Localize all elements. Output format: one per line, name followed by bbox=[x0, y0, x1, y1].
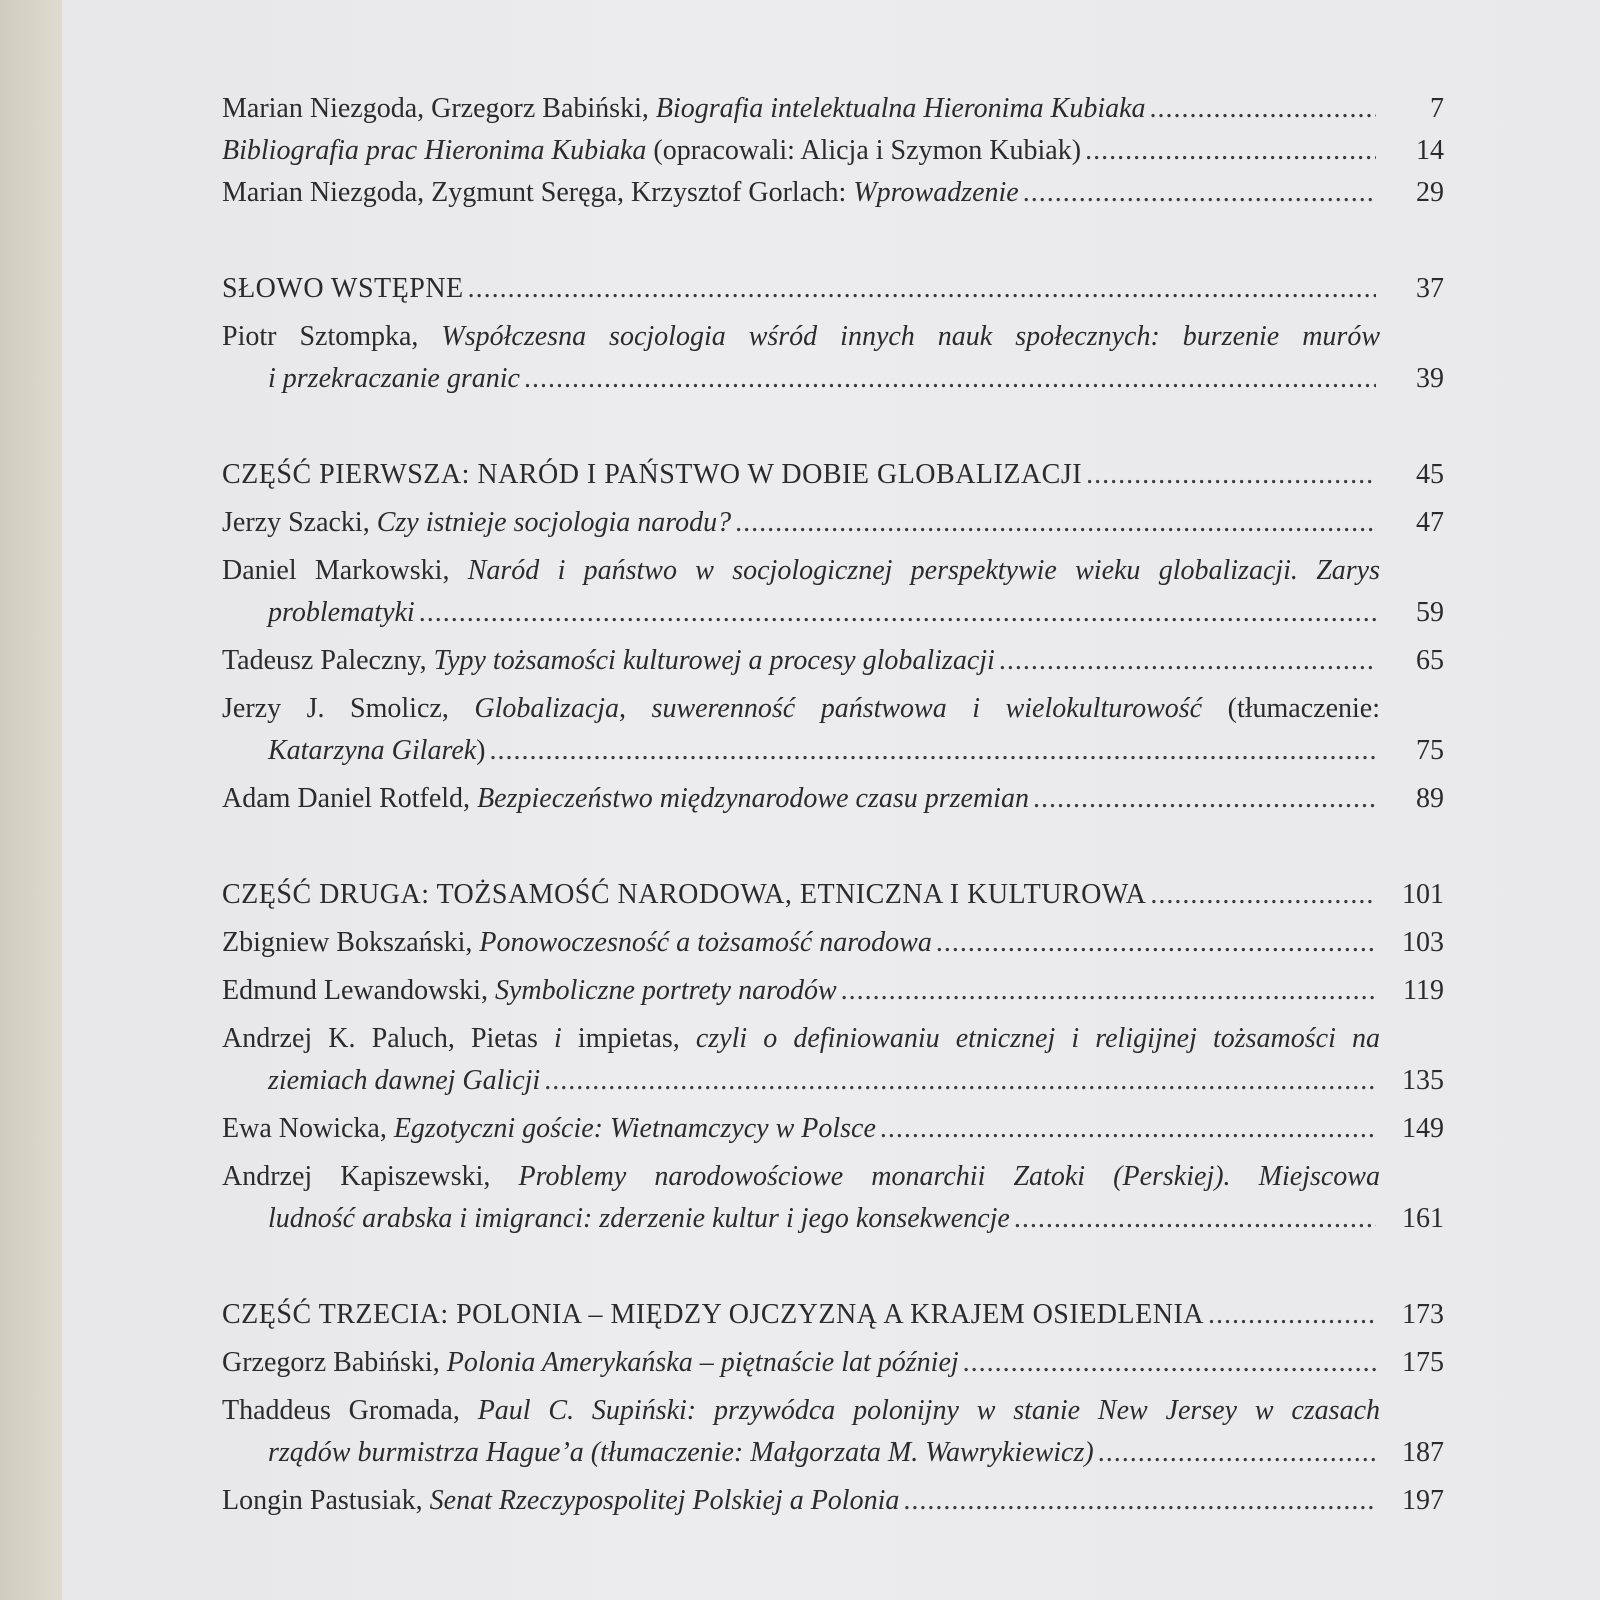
entry-title: Problemy narodowościowe monarchii Zatoki (Perskiej). Miejscowa bbox=[518, 1161, 1380, 1192]
leader-dots bbox=[524, 358, 1376, 400]
toc-entry bbox=[222, 922, 1482, 964]
leader-dots bbox=[735, 502, 1376, 544]
entry-author: Adam Daniel Rotfeld, bbox=[222, 783, 478, 814]
entry-author: Andrzej K. Paluch, Pietas bbox=[222, 1023, 554, 1054]
toc-section-heading bbox=[222, 268, 1482, 310]
section-title: CZĘŚĆ DRUGA: TOŻSAMOŚĆ NARODOWA, ETNICZNA I KULTUROWA bbox=[222, 879, 1147, 910]
toc-section-heading bbox=[222, 454, 1482, 496]
entry-title: Bezpieczeństwo międzynarodowe czasu przemian bbox=[477, 783, 1029, 814]
leader-dots bbox=[963, 1342, 1376, 1384]
leader-dots bbox=[903, 1480, 1376, 1522]
entry-note-close: ) bbox=[476, 735, 486, 766]
entry-author: Piotr Sztompka, bbox=[222, 321, 442, 352]
section-title: CZĘŚĆ PIERWSZA: NARÓD I PAŃSTWO W DOBIE GLOBALIZACJI bbox=[222, 459, 1083, 490]
entry-title-continued: ludność arabska i imigranci: zderzenie kultur i jego konsekwencje bbox=[268, 1203, 1010, 1234]
leader-dots bbox=[490, 730, 1377, 772]
entry-author: Thaddeus Gromada, bbox=[222, 1395, 478, 1426]
page-number: 59 bbox=[1416, 597, 1444, 628]
page-number: 65 bbox=[1416, 645, 1444, 676]
entry-title: Ponowoczesność a tożsamość narodowa bbox=[479, 927, 932, 958]
toc-entry bbox=[222, 688, 1482, 772]
page-number: 119 bbox=[1403, 975, 1444, 1006]
toc-entry bbox=[222, 1390, 1482, 1474]
toc-entry bbox=[222, 1018, 1482, 1102]
leader-dots bbox=[1085, 130, 1376, 172]
entry-title: Globalizacja, suwerenność państwowa i wielokulturowość bbox=[474, 693, 1203, 724]
page-number: 37 bbox=[1416, 273, 1444, 304]
page-number: 161 bbox=[1402, 1203, 1444, 1234]
page-number: 175 bbox=[1402, 1347, 1444, 1378]
entry-title: Wprowadzenie bbox=[853, 177, 1019, 208]
entry-author: Grzegorz Babiński, bbox=[222, 1347, 447, 1378]
leader-dots bbox=[1150, 88, 1376, 130]
page-number: 187 bbox=[1402, 1437, 1444, 1468]
entry-note: impietas, bbox=[561, 1023, 696, 1054]
toc-entry bbox=[222, 1156, 1482, 1240]
toc-entry bbox=[222, 1480, 1482, 1522]
toc-entry bbox=[222, 778, 1482, 820]
entry-author: Jerzy J. Smolicz, bbox=[222, 693, 475, 724]
leader-dots bbox=[1150, 874, 1376, 916]
page-number: 14 bbox=[1416, 135, 1444, 166]
leader-dots bbox=[936, 922, 1376, 964]
entry-title: i bbox=[553, 1023, 562, 1054]
entry-author: Marian Niezgoda, Zygmunt Seręga, Krzysztof Gorlach: bbox=[222, 177, 854, 208]
section-title: CZĘŚĆ TRZECIA: POLONIA – MIĘDZY OJCZYZNĄ A KRAJEM OSIEDLENIA bbox=[222, 1299, 1204, 1330]
leader-dots bbox=[544, 1060, 1376, 1102]
leader-dots bbox=[468, 268, 1376, 310]
entry-note: (opracowali: Alicja i Szymon Kubiak) bbox=[646, 135, 1082, 166]
page-number: 45 bbox=[1416, 459, 1444, 490]
page-number: 39 bbox=[1416, 363, 1444, 394]
entry-author: Zbigniew Bokszański, bbox=[222, 927, 480, 958]
page-number: 103 bbox=[1402, 927, 1444, 958]
toc-entry bbox=[222, 88, 1482, 130]
entry-title: Współczesna socjologia wśród innych nauk społecznych: burzenie murów bbox=[441, 321, 1380, 352]
entry-author: Tadeusz Paleczny, bbox=[222, 645, 434, 676]
page-number: 89 bbox=[1416, 783, 1444, 814]
entry-title: Paul C. Supiński: przywódca polonijny w stanie New Jersey w czasach bbox=[477, 1395, 1380, 1426]
leader-dots bbox=[419, 592, 1376, 634]
entry-author: Ewa Nowicka, bbox=[222, 1113, 394, 1144]
entry-title-continued: i przekraczanie granic bbox=[268, 363, 520, 394]
page-number: 135 bbox=[1402, 1065, 1444, 1096]
entry-author: Jerzy Szacki, bbox=[222, 507, 377, 538]
entry-author: Andrzej Kapiszewski, bbox=[222, 1161, 519, 1192]
entry-author: Daniel Markowski, bbox=[222, 555, 468, 586]
toc-section-heading bbox=[222, 1294, 1482, 1336]
entry-author: Marian Niezgoda, Grzegorz Babiński, bbox=[222, 93, 656, 124]
entry-title-continued: rządów burmistrza Hague’a (tłumaczenie: Małgorzata M. Wawrykiewicz) bbox=[268, 1437, 1094, 1468]
entry-title: Senat Rzeczypospolitej Polskiej a Polonia bbox=[429, 1485, 900, 1516]
leader-dots bbox=[1098, 1432, 1376, 1474]
page-number: 101 bbox=[1402, 879, 1444, 910]
entry-title-continued: problematyki bbox=[268, 597, 415, 628]
page-number: 197 bbox=[1402, 1485, 1444, 1516]
toc-entry bbox=[222, 502, 1482, 544]
leader-dots bbox=[1023, 172, 1376, 214]
toc-entry bbox=[222, 1342, 1482, 1384]
leader-dots bbox=[880, 1108, 1376, 1150]
toc-entry bbox=[222, 316, 1482, 400]
entry-title: czyli o definiowaniu etnicznej i religijnej tożsamości na bbox=[695, 1023, 1380, 1054]
leader-dots bbox=[1208, 1294, 1376, 1336]
leader-dots bbox=[1033, 778, 1376, 820]
entry-title-continued: ziemiach dawnej Galicji bbox=[268, 1065, 541, 1096]
leader-dots bbox=[1014, 1198, 1376, 1240]
entry-title: Symboliczne portrety narodów bbox=[494, 975, 837, 1006]
leader-dots bbox=[841, 970, 1376, 1012]
entry-title: Czy istnieje socjologia narodu? bbox=[376, 507, 732, 538]
table-of-contents bbox=[222, 88, 1482, 1522]
entry-title: Egzotyczni goście: Wietnamczycy w Polsce bbox=[393, 1113, 876, 1144]
entry-title: Bibliografia prac Hieronima Kubiaka bbox=[222, 135, 647, 166]
entry-note: (tłumaczenie: bbox=[1202, 693, 1380, 724]
page-number: 7 bbox=[1430, 93, 1444, 124]
page-number: 149 bbox=[1402, 1113, 1444, 1144]
entry-title: Polonia Amerykańska – piętnaście lat później bbox=[446, 1347, 959, 1378]
entry-translator: Katarzyna Gilarek bbox=[268, 735, 477, 766]
toc-entry bbox=[222, 172, 1482, 214]
toc-entry bbox=[222, 640, 1482, 682]
leader-dots bbox=[999, 640, 1376, 682]
toc-entry bbox=[222, 550, 1482, 634]
section-title: SŁOWO WSTĘPNE bbox=[222, 273, 464, 304]
toc-section-heading bbox=[222, 874, 1482, 916]
book-gutter bbox=[0, 0, 62, 1600]
toc-entry bbox=[222, 1108, 1482, 1150]
page-number: 75 bbox=[1416, 735, 1444, 766]
entry-title: Naród i państwo w socjologicznej perspektywie wieku globalizacji. Zarys bbox=[467, 555, 1380, 586]
toc-entry bbox=[222, 130, 1482, 172]
entry-title: Biografia intelektualna Hieronima Kubiaka bbox=[655, 93, 1146, 124]
page-number: 29 bbox=[1416, 177, 1444, 208]
entry-title: Typy tożsamości kulturowej a procesy globalizacji bbox=[433, 645, 995, 676]
leader-dots bbox=[1086, 454, 1376, 496]
page-number: 173 bbox=[1402, 1299, 1444, 1330]
toc-entry bbox=[222, 970, 1482, 1012]
page-number: 47 bbox=[1416, 507, 1444, 538]
entry-author: Longin Pastusiak, bbox=[222, 1485, 430, 1516]
entry-author: Edmund Lewandowski, bbox=[222, 975, 495, 1006]
